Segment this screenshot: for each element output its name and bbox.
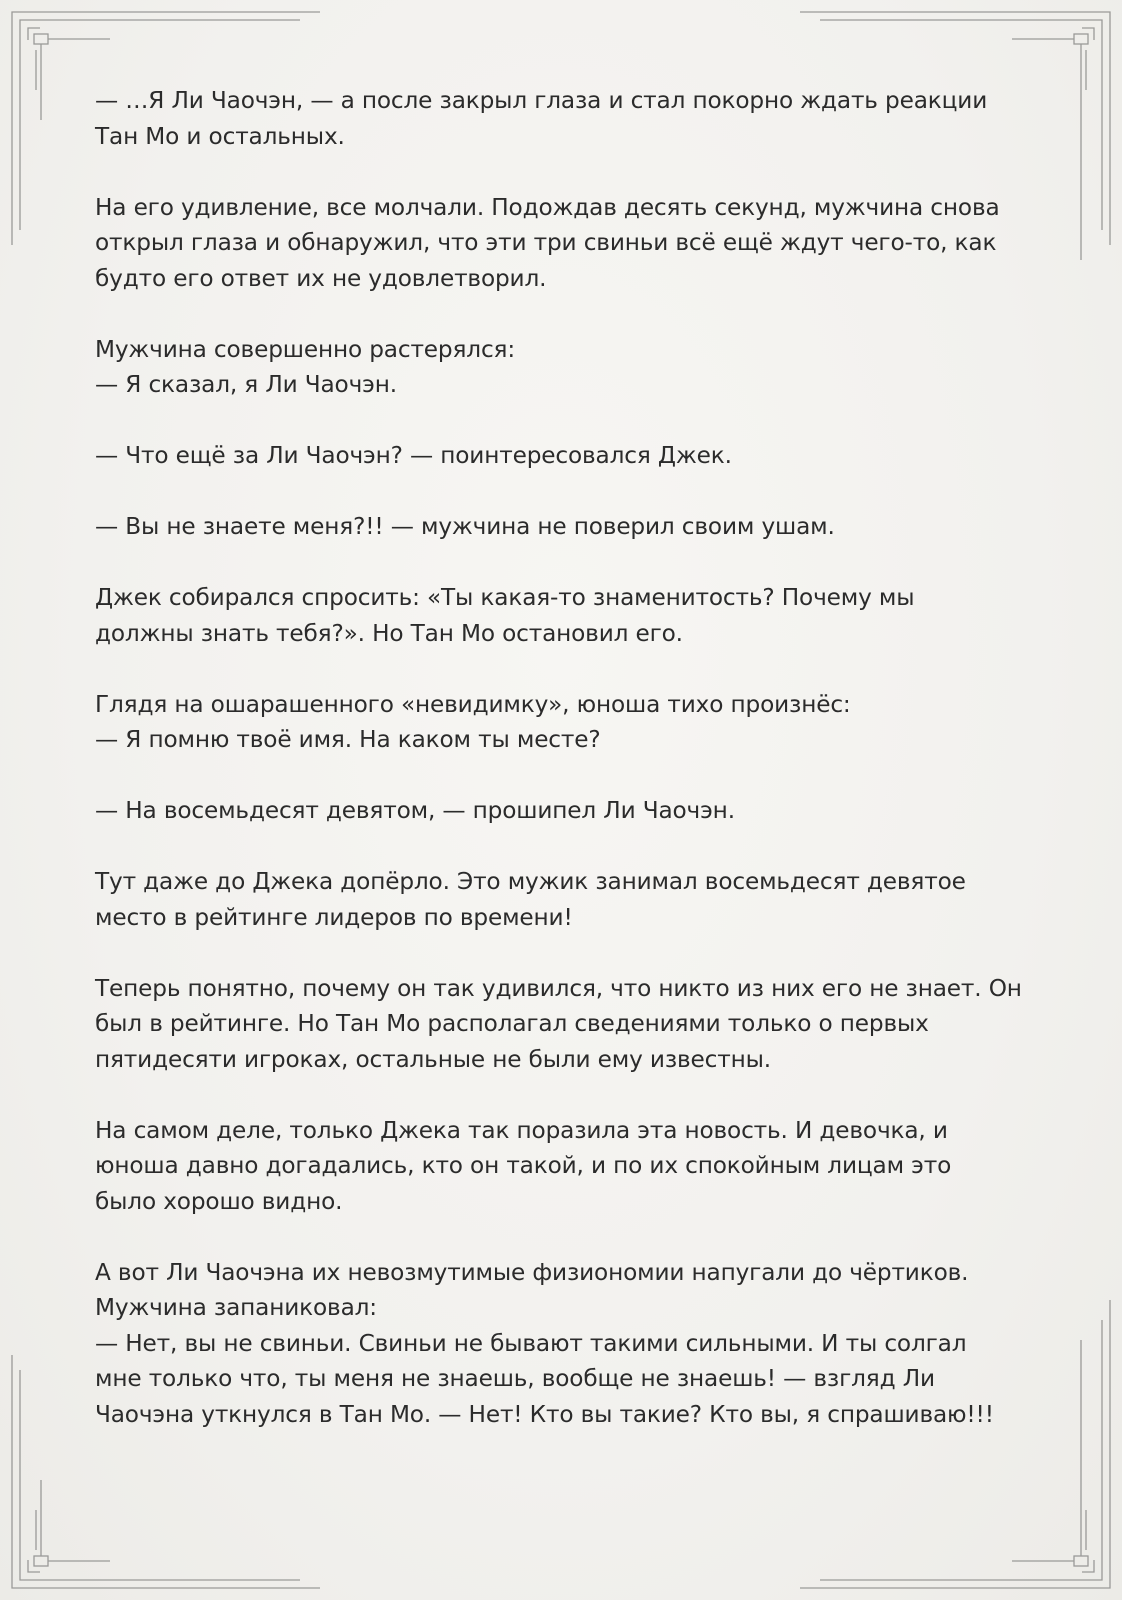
text-line: был в рейтинге. Но Тан Мо располагал сведениями только о первых: [95, 1010, 929, 1037]
text-line: пятидесяти игроках, остальные не были ему известны.: [95, 1045, 771, 1073]
text-line: юноша давно догадались, кто он такой, и по их спокойным лицам это: [95, 1152, 952, 1179]
text-line: должны знать тебя?». Но Тан Мо остановил его.: [95, 619, 683, 647]
text-line: — Вы не знаете меня?!! — мужчина не поверил своим ушам.: [95, 513, 835, 540]
text-line: — Я помню твоё имя. На каком ты месте?: [95, 726, 601, 753]
paragraph: [95, 332, 1015, 403]
text-line: Тут даже до Джека допёрло. Это мужик занимал восемьдесят девятое: [95, 868, 966, 895]
text-line: — Нет, вы не свиньи. Свиньи не бывают такими сильными. И ты солгал: [95, 1329, 967, 1357]
paragraph: [95, 687, 1015, 758]
paragraph: [95, 1113, 1015, 1220]
text-line: мне только что, ты меня не знаешь, вообще не знаешь! — взгляд Ли: [95, 1365, 935, 1392]
text-line: — На восемьдесят девятом, — прошипел Ли Чаочэн.: [95, 797, 735, 824]
text-line: было хорошо видно.: [95, 1187, 343, 1215]
text-line: Тан Мо и остальных.: [95, 122, 345, 150]
text-line: А вот Ли Чаочэна их невозмутимые физиономии напугали до чёртиков.: [95, 1258, 969, 1286]
paragraph: [95, 580, 1015, 651]
text-line: — Что ещё за Ли Чаочэн? — поинтересовался Джек.: [95, 442, 732, 469]
text-line: Глядя на ошарашенного «невидимку», юноша тихо произнёс:: [95, 690, 851, 718]
text-line: На его удивление, все молчали. Подождав десять секунд, мужчина снова: [95, 193, 1000, 221]
text-line: — …Я Ли Чаочэн, — а после закрыл глаза и стал покорно ждать реакции: [95, 87, 988, 114]
paragraph: [95, 864, 1015, 935]
text-line: Теперь понятно, почему он так удивился, что никто из них его не знает. Он: [95, 974, 1022, 1002]
text-line: место в рейтинге лидеров по времени!: [95, 903, 573, 931]
paragraph: [95, 793, 1015, 829]
paragraph: [95, 509, 1015, 545]
paragraph: [95, 971, 1022, 1078]
paragraph: [95, 83, 1015, 154]
text-line: Мужчина запаниковал:: [95, 1294, 377, 1321]
text-line: Чаочэна уткнулся в Тан Мо. — Нет! Кто вы такие? Кто вы, я спрашиваю!!!: [95, 1400, 994, 1428]
text-line: открыл глаза и обнаружил, что эти три свиньи всё ещё ждут чего-то, как: [95, 229, 997, 256]
text-line: — Я сказал, я Ли Чаочэн.: [95, 371, 397, 398]
paragraph: [95, 1255, 1015, 1433]
paragraph: [95, 438, 1015, 474]
text-line: На самом деле, только Джека так поразила эта новость. И девочка, и: [95, 1116, 948, 1144]
text-line: будто его ответ их не удовлетворил.: [95, 264, 547, 292]
paragraph: [95, 190, 1015, 297]
text-line: Джек собирался спросить: «Ты какая-то знаменитость? Почему мы: [95, 584, 915, 611]
document-body: [95, 83, 1022, 1468]
text-line: Мужчина совершенно растерялся:: [95, 335, 516, 363]
